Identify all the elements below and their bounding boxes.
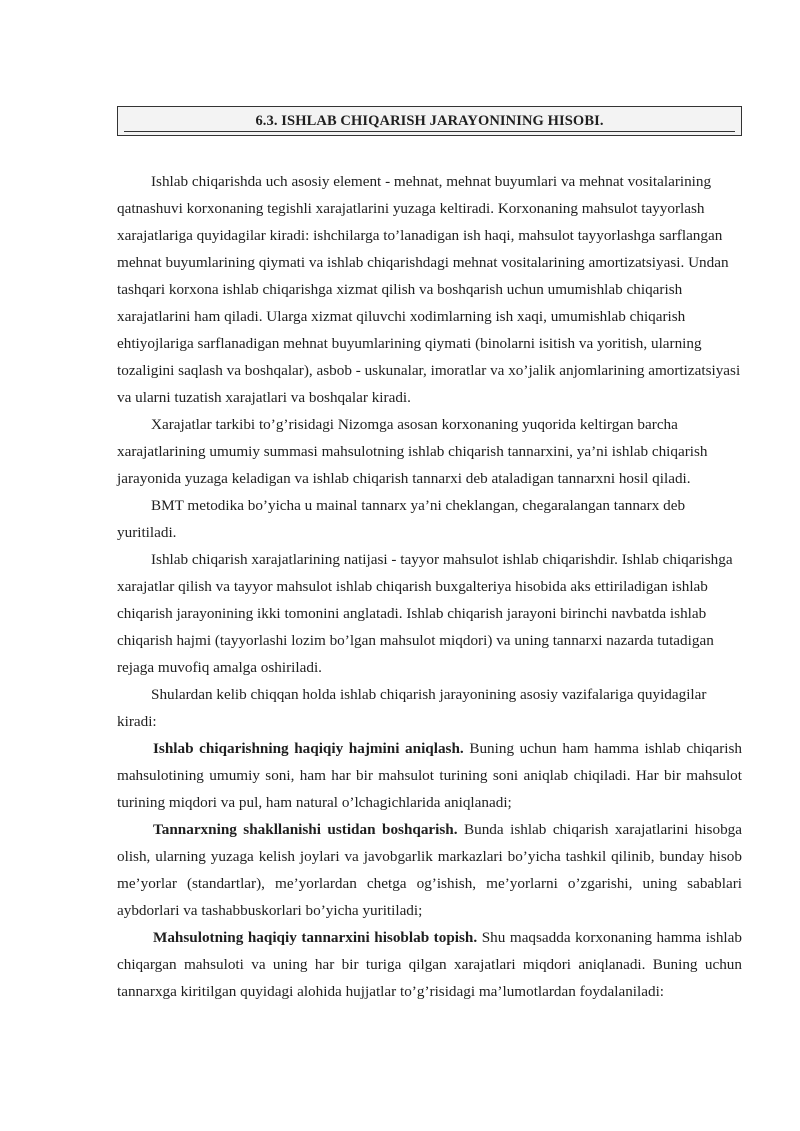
task-item [117, 816, 742, 924]
paragraph-intro: Ishlab chiqarishda uch asosiy element - mehnat, mehnat buyumlari va mehnat vositalarining qatnashuvi korxonaning tegishli xarajatlarini yuzaga keltiradi. Korxonaning mahsulot tayyorlash xarajatlariga quyidagilar kiradi: ishchilarga to’lanadigan ish haqi, mahsulot tayyorlashga sarflangan mehnat buyumlarining qiymati va ishlab chiqarishdagi mehnat vositalarining amortizatsiyasi. Undan tashqari korxona ishlab chiqarishga xizmat qilish va boshqarish uchun umumishlab chiqarish xarajatlarini ham qiladi. Ularga xizmat qiluvchi xodimlarning ish xaqi, umumishlab chiqarish ehtiyojlariga sarflanadigan mehnat buyumlarining qiymati (binolarni isitish va yoritish, ularning tozaligini saqlash va boshqalar), asbob - uskunalar, imoratlar va xo’jalik anjomlarining amortizatsiyasi va ularni tuzatish xarajatlari va boshqalar kiradi. [117, 173, 741, 406]
paragraph-cost-regulation: Xarajatlar tarkibi to’g’risidagi Nizomga asosan korxonaning yuqorida keltirgan barcha xarajatlarining umumiy summasi mahsulotning ishlab chiqarish tannarxini, ya’ni ishlab chiqarish jarayonida yuzaga keladigan va ishlab chiqarish tannarxi deb ataladigan tannarxni hosil qiladi. [117, 416, 708, 487]
paragraph-tasks-intro: Shulardan kelib chiqqan holda ishlab chiqarish jarayonining asosiy vazifalariga quyidagilar kiradi: [117, 686, 707, 730]
document-page [117, 106, 742, 1005]
task-term: Tannarxning shakllanishi ustidan boshqarish. [153, 821, 458, 838]
task-item [117, 924, 742, 1005]
paragraph-bmt-method: BMT metodika bo’yicha u mainal tannarx ya’ni cheklangan, chegaralangan tannarx deb yuritiladi. [117, 497, 686, 541]
task-text: Shu maqsadda korxonaning hamma ishlab chiqargan mahsuloti va uning har bir turiga qilgan xarajatlari miqdori aniqlanadi. Buning uchun tannarxga kiritilgan quyidagi alohida hujjatlar to’g’risidagi ma’lumotlardan foydalaniladi: [117, 929, 742, 1000]
task-item [117, 735, 742, 816]
section-heading: 6.3. ISHLAB CHIQARISH JARAYONINING HISOBI. [255, 113, 604, 129]
task-text: Bunda ishlab chiqarish xarajatlarini hisobga olish, ularning yuzaga kelish joylari va javobgarlik markazlari bo’yicha tashkil qilinib, bunday hisob me’yorlar (standartlar), me’yorlardan chetga og’ishish, me’yorlarni o’zgarishi, uning sabablari aybdorlari va tashabbuskorlari bo’yicha yuritiladi; [117, 821, 742, 919]
heading-underline [124, 131, 735, 132]
section-heading-box [117, 106, 742, 136]
task-text: Buning uchun ham hamma ishlab chiqarish mahsulotining umumiy soni, ham har bir mahsulot turining soni aniqlab chiqiladi. Har bir mahsulot turining miqdori va pul, ham natural o’lchagichlarida aniqlanadi; [117, 740, 743, 811]
task-term: Ishlab chiqarishning haqiqiy hajmini aniqlash. [153, 740, 464, 757]
paragraph-production-result: Ishlab chiqarish xarajatlarining natijasi - tayyor mahsulot ishlab chiqarishdir. Ishlab chiqarishga xarajatlar qilish va tayyor mahsulot ishlab chiqarish buxgalteriya hisobida aks ettiriladigan ishlab chiqarish jarayonining ikki tomonini anglatadi. Ishlab chiqarish jarayoni birinchi navbatda ishlab chiqarish hajmi (tayyorlashi lozim bo’lgan mahsulot miqdori) va uning tannarxi nazarda tutadigan rejaga muvofiq amalga oshiriladi. [117, 551, 733, 676]
task-term: Mahsulotning haqiqiy tannarxini hisoblab topish. [153, 929, 478, 946]
